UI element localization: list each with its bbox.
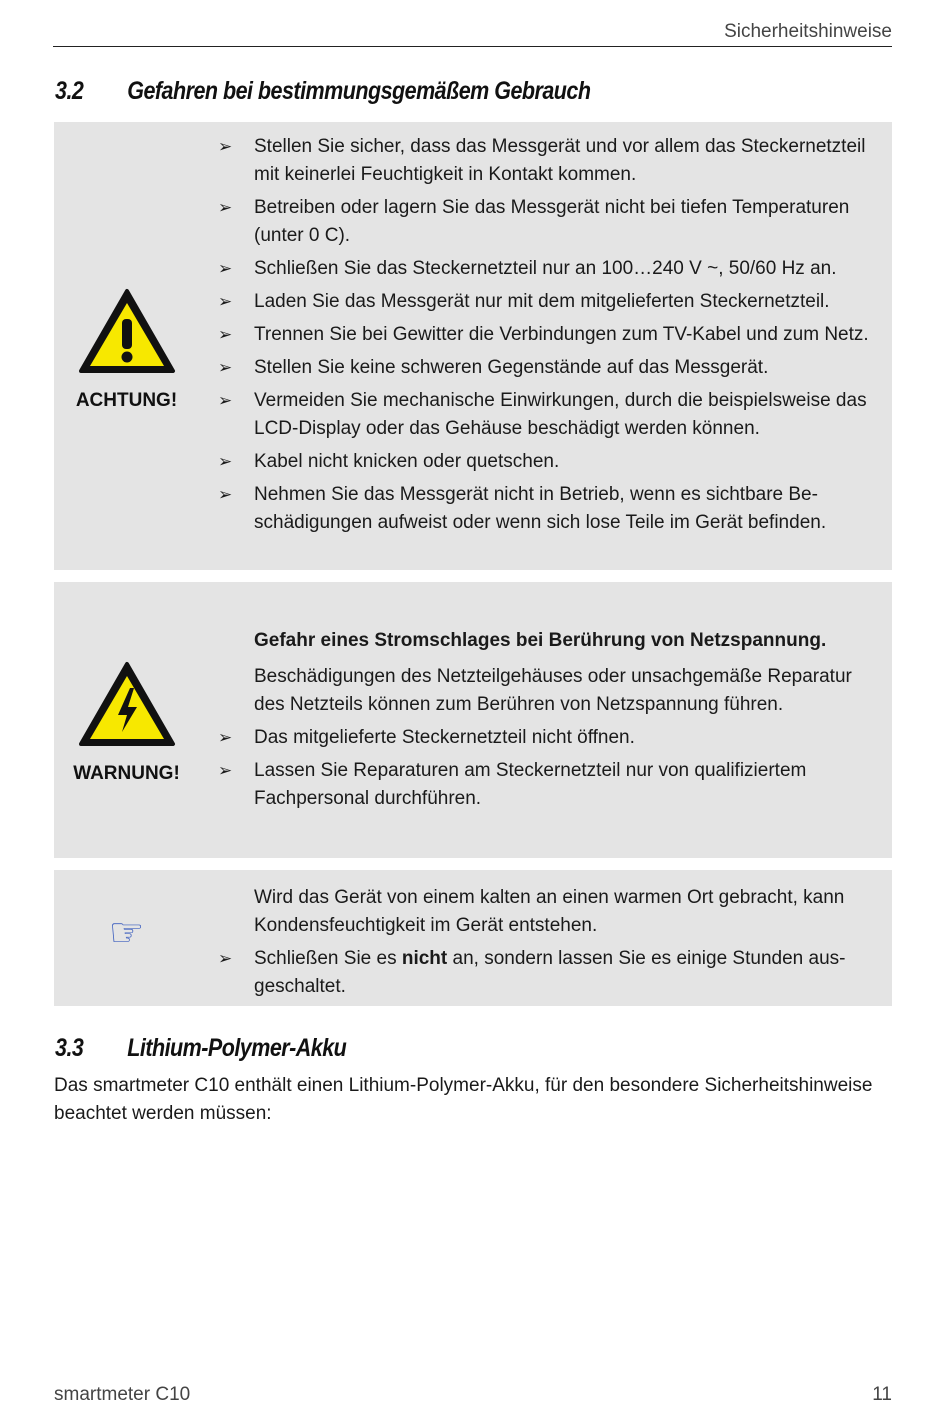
warning-heading: Gefahr eines Stromschlages bei Berührung von Netzspannung. <box>254 630 827 651</box>
caution-bullet-list <box>218 133 882 542</box>
arrow-bullet-icon: ➢ <box>218 137 233 156</box>
section-title: Lithium-Polymer-Akku <box>127 1034 347 1062</box>
caution-box <box>54 122 892 570</box>
warning-exclamation-icon <box>77 287 177 375</box>
list-item: ➢ Stellen Sie keine schweren Gegenstände auf das Messgerät. <box>218 354 882 382</box>
arrow-bullet-icon: ➢ <box>218 761 233 780</box>
section-body: Das smartmeter C10 enthält einen Lithium-Polymer-Akku, für den besondere Sicherheitshinweise beachtet werden müssen: <box>54 1075 873 1124</box>
warning-content <box>218 627 882 818</box>
note-box <box>54 870 892 1006</box>
note-paragraph: Wird das Gerät von einem kalten an einen warmen Ort gebracht, kann Kondensfeuchtigkeit im Gerät entstehen. <box>254 887 845 936</box>
warning-box <box>54 582 892 858</box>
arrow-bullet-icon: ➢ <box>218 391 233 410</box>
section-title: Gefahren bei bestimmungsgemäßem Gebrauch <box>127 77 591 105</box>
section-heading-3-3 <box>55 1034 346 1063</box>
list-item: ➢ Laden Sie das Messgerät nur mit dem mitgelieferten Steckernetzteil. <box>218 288 882 316</box>
section-number: 3.3 <box>55 1034 84 1062</box>
page-number: 11 <box>872 1384 892 1405</box>
arrow-bullet-icon: ➢ <box>218 198 233 217</box>
list-item: ➢ Lassen Sie Reparaturen am Steckernetzteil nur von qualifiziertem Fachpersonal durchführen. <box>218 757 882 813</box>
note-content <box>218 884 882 1006</box>
list-item: ➢ Nehmen Sie das Messgerät nicht in Betrieb, wenn es sichtbare Beschädigungen aufweist oder wenn sich lose Teile im Gerät befinden. <box>218 481 882 537</box>
footer-product: smartmeter C10 <box>54 1384 191 1405</box>
arrow-bullet-icon: ➢ <box>218 485 233 504</box>
arrow-bullet-icon: ➢ <box>218 728 233 747</box>
list-item: ➢ Schließen Sie das Steckernetzteil nur an 100…240 V ~, 50/60 Hz an. <box>218 255 882 283</box>
arrow-bullet-icon: ➢ <box>218 325 233 344</box>
list-item: ➢ Stellen Sie sicher, dass das Messgerät und vor allem das Steckernetzteil mit keinerlei Feuchtigkeit in Kontakt kommen. <box>218 133 882 189</box>
list-item: ➢ Vermeiden Sie mechanische Einwirkungen, durch die beispielsweise das LCD-Display oder das Gehäuse beschädigt werden können. <box>218 387 882 443</box>
warning-paragraph: Beschädigungen des Netzteilgehäuses oder unsachgemäße Reparatur des Netzteils können zum Berühren von Netzspannung führen. <box>254 666 852 715</box>
electric-hazard-icon <box>77 660 177 748</box>
caution-label: ACHTUNG! <box>75 390 178 411</box>
warning-sign <box>54 660 199 785</box>
list-item: ➢ Betreiben oder lagern Sie das Messgerät nicht bei tiefen Temperaturen (unter 0 C). <box>218 194 882 250</box>
arrow-bullet-icon: ➢ <box>218 259 233 278</box>
warning-label: WARNUNG! <box>73 763 180 784</box>
emphasis: nicht <box>401 948 448 969</box>
note-sign <box>54 910 199 956</box>
caution-sign <box>54 287 199 412</box>
pointing-hand-icon: ☞ <box>108 911 145 955</box>
section-label: Sicherheitshinweise <box>724 21 892 42</box>
list-item: ➢ Kabel nicht knicken oder quetschen. <box>218 448 882 476</box>
arrow-bullet-icon: ➢ <box>218 949 233 968</box>
arrow-bullet-icon: ➢ <box>218 452 233 471</box>
list-item: ➢ Schließen Sie es nicht an, sondern lassen Sie es einige Stunden ausgeschaltet. <box>218 945 882 1001</box>
section-number: 3.2 <box>55 77 84 105</box>
list-item: ➢ Das mitgelieferte Steckernetzteil nicht öffnen. <box>218 724 882 752</box>
arrow-bullet-icon: ➢ <box>218 358 233 377</box>
section-heading-3-2 <box>55 77 590 106</box>
arrow-bullet-icon: ➢ <box>218 292 233 311</box>
header-rule <box>53 46 892 47</box>
list-item: ➢ Trennen Sie bei Gewitter die Verbindungen zum TV-Kabel und zum Netz. <box>218 321 882 349</box>
